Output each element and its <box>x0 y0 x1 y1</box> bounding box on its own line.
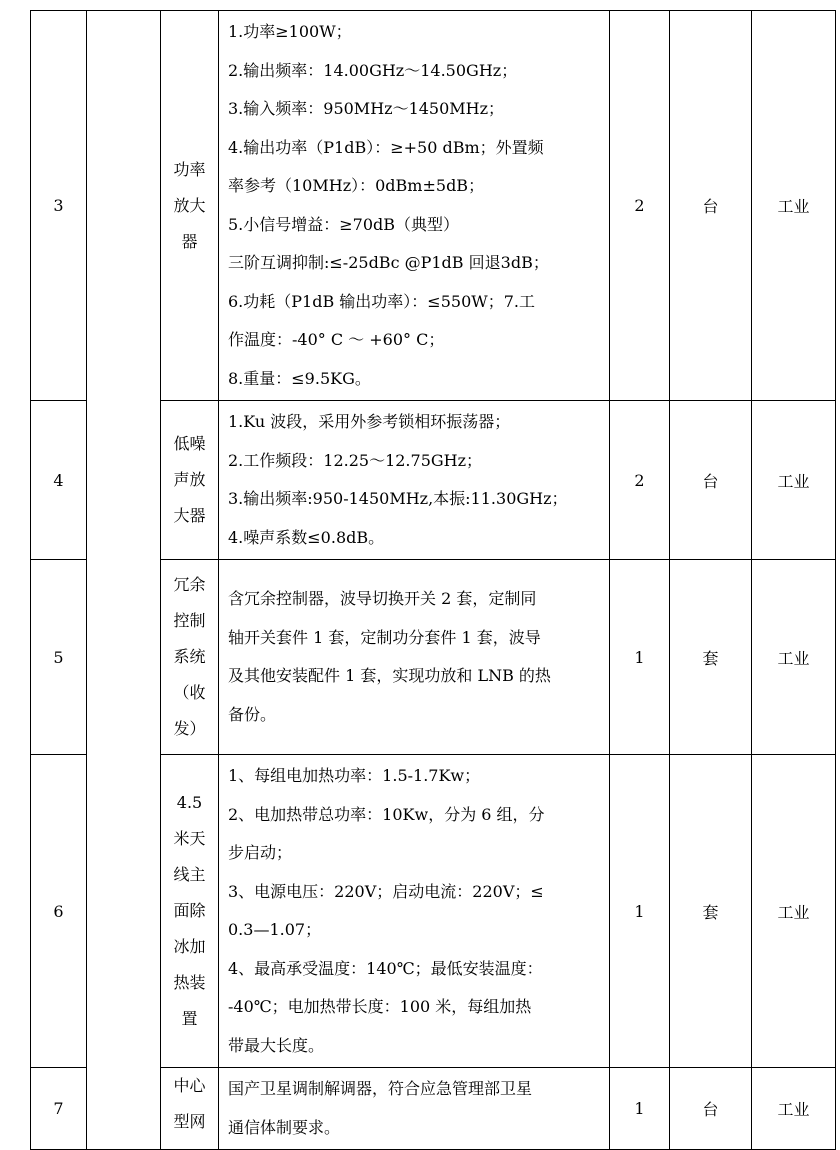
spec-line: 带最大长度。 <box>228 1035 325 1055</box>
spec-line: 作温度：-40° C ～ +60° C； <box>228 330 445 349</box>
spec-line: 5.小信号增益：≥70dB（典型） <box>228 214 460 234</box>
item-quantity: 1 <box>610 755 670 1068</box>
spec-line: -40℃；电加热带长度：100 米，每组加热 <box>228 997 532 1016</box>
item-name-line: 系统 <box>173 647 206 666</box>
item-name-line: 热装 <box>173 973 206 992</box>
item-unit: 台 <box>670 11 752 401</box>
item-unit: 台 <box>670 401 752 560</box>
item-unit: 套 <box>670 560 752 755</box>
spec-line: 3.输出频率:950-1450MHz,本振:11.30GHz； <box>228 489 568 508</box>
item-quantity: 1 <box>610 560 670 755</box>
item-quantity: 2 <box>610 11 670 401</box>
row-number: 7 <box>31 1068 87 1150</box>
merged-blank-column <box>87 11 161 1150</box>
item-category: 工业 <box>752 560 836 755</box>
item-name-line: 型网 <box>173 1112 206 1131</box>
item-unit: 套 <box>670 755 752 1068</box>
item-name-line: 功率 <box>173 159 206 179</box>
table-row <box>31 11 836 401</box>
spec-line: 3.输入频率：950MHz～1450MHz； <box>228 99 505 118</box>
row-number: 4 <box>31 401 87 560</box>
row-number: 3 <box>31 11 87 401</box>
spec-line: 三阶互调抑制:≤-25dBc @P1dB 回退3dB； <box>228 253 549 272</box>
spec-line: 步启动； <box>228 843 293 862</box>
item-unit: 台 <box>670 1068 752 1150</box>
spec-line: 8.重量：≤9.5KG。 <box>228 368 371 388</box>
item-spec <box>219 1068 610 1150</box>
item-name-line: 器 <box>181 231 198 251</box>
item-category: 工业 <box>752 11 836 401</box>
item-name-line: 大器 <box>173 506 206 525</box>
spec-line: 轴开关套件 1 套，定制功分套件 1 套，波导 <box>228 627 541 647</box>
item-spec <box>219 560 610 755</box>
spec-line: 2、电加热带总功率：10Kw，分为 6 组，分 <box>228 804 545 824</box>
spec-line: 1.Ku 波段，采用外参考锁相环振荡器； <box>228 412 511 431</box>
equipment-spec-table <box>30 10 836 1150</box>
spec-line: 2.工作频段：12.25～12.75GHz； <box>228 450 483 470</box>
spec-line: 0.3—1.07； <box>228 920 322 939</box>
item-name <box>161 560 219 755</box>
item-spec <box>219 755 610 1068</box>
spec-line: 率参考（10MHz）：0dBm±5dB； <box>228 176 485 195</box>
item-name-line: 冗余 <box>173 575 206 594</box>
item-name <box>161 755 219 1068</box>
spec-line: 3、电源电压：220V；启动电流：220V；≤ <box>228 881 544 901</box>
item-spec <box>219 11 610 401</box>
spec-line: 备份。 <box>228 704 277 724</box>
item-name <box>161 1068 219 1150</box>
spec-line: 6.功耗（P1dB 输出功率）：≤550W；7.工 <box>228 291 535 311</box>
spec-line: 4.噪声系数≤0.8dB。 <box>228 527 385 547</box>
item-category: 工业 <box>752 755 836 1068</box>
item-quantity: 2 <box>610 401 670 560</box>
spec-line: 4、最高承受温度：140℃；最低安装温度： <box>228 958 543 978</box>
item-name-line: 面除 <box>173 901 206 920</box>
item-category: 工业 <box>752 1068 836 1150</box>
item-name-line: 线主 <box>173 865 206 884</box>
row-number: 5 <box>31 560 87 755</box>
item-name-line: 放大 <box>173 195 206 215</box>
item-spec <box>219 401 610 560</box>
row-number: 6 <box>31 755 87 1068</box>
item-name-line: 控制 <box>173 611 206 630</box>
item-name-line: 低噪 <box>173 434 206 453</box>
spec-line: 含冗余控制器，波导切换开关 2 套，定制同 <box>228 589 537 608</box>
spec-line: 2.输出频率：14.00GHz～14.50GHz； <box>228 60 518 80</box>
spec-line: 1.功率≥100W； <box>228 22 352 41</box>
item-name <box>161 401 219 560</box>
item-name-line: 发） <box>173 719 206 738</box>
spec-line: 1、每组电加热功率：1.5-1.7Kw； <box>228 766 481 785</box>
item-name-line: 置 <box>181 1009 198 1028</box>
item-name-line: 中心 <box>173 1076 206 1095</box>
item-name-line: 米天 <box>173 829 206 848</box>
item-category: 工业 <box>752 401 836 560</box>
spec-line: 4.输出功率（P1dB）：≥+50 dBm；外置频 <box>228 137 544 157</box>
item-name-line: 冰加 <box>173 937 206 956</box>
item-name-line: 4.5 <box>176 793 203 812</box>
spec-line: 及其他安装配件 1 套，实现功放和 LNB 的热 <box>228 666 551 685</box>
item-name-line: （收 <box>173 683 206 702</box>
item-quantity: 1 <box>610 1068 670 1150</box>
item-name-line: 声放 <box>173 470 206 489</box>
spec-line: 通信体制要求。 <box>228 1117 341 1137</box>
item-name <box>161 11 219 401</box>
spec-line: 国产卫星调制解调器，符合应急管理部卫星 <box>228 1079 533 1098</box>
